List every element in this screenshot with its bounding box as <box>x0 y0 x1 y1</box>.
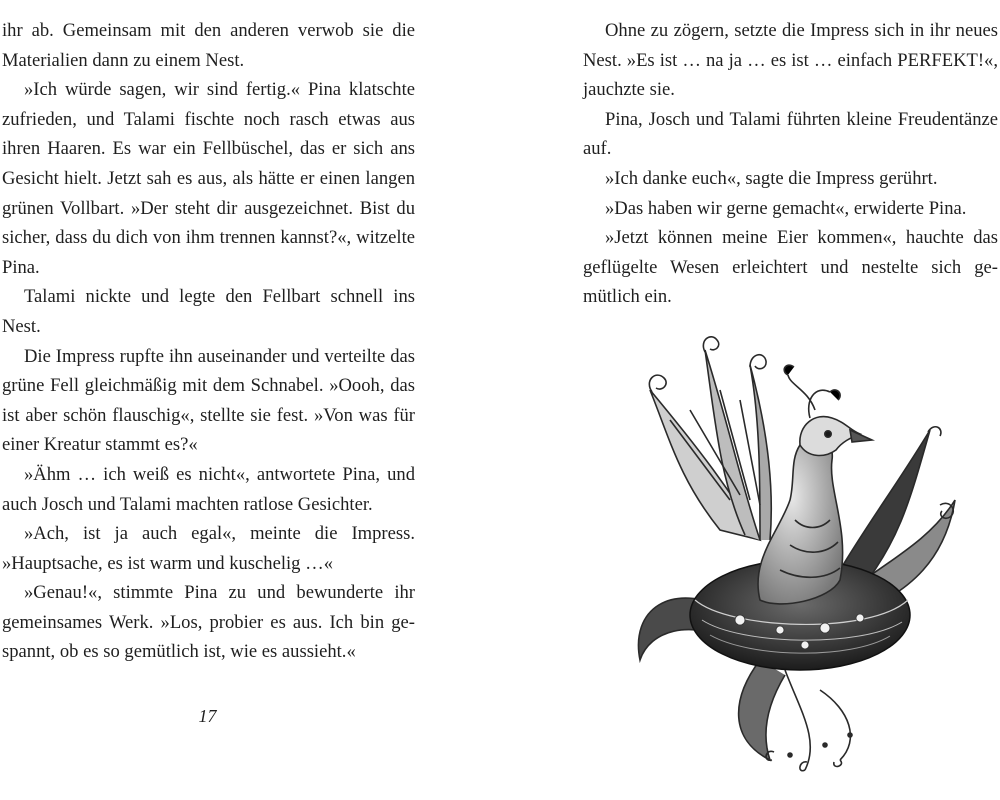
paragraph: Die Impress rupfte ihn auseinander und verteilte das grüne Fell gleichmäßig mit dem Schnabel. »Oooh, das ist aber schön flauschig«, stellte sie fest. »Von was für einer Kreatur stammt es?« <box>2 345 415 456</box>
page-number: 17 <box>198 706 217 726</box>
paragraph: Talami nickte und legte den Fellbart schnell ins Nest. <box>2 286 415 337</box>
paragraph: »Ich danke euch«, sagte die Impress gerührt. <box>605 167 938 189</box>
paragraph: »Das haben wir gerne gemacht«, erwiderte Pina. <box>605 197 967 219</box>
paragraph: ihr ab. Gemeinsam mit den anderen verwob sie die Materialien dann zu einem Nest. <box>2 20 415 71</box>
paragraph: »Ähm … ich weiß es nicht«, antwortete Pina, und auch Josch und Talami machten ratlose Gesichter. <box>2 463 415 515</box>
paragraph: »Ach, ist ja auch egal«, meinte die Impress. »Hauptsache, es ist warm und kuschelig …« <box>2 523 415 574</box>
paragraph: Ohne zu zögern, setzte die Impress sich in ihr neues Nest. »Es ist … na ja … es ist … einfach PERFEKT!«, jauchzte sie. <box>583 20 998 101</box>
paragraph: »Jetzt können meine Eier kommen«, hauchte das geflügelte Wesen erleichtert und nestelte sich gemütlich ein. <box>583 227 998 308</box>
right-page-text <box>583 16 998 312</box>
left-page-text <box>2 16 415 667</box>
phoenix-nest-illustration <box>610 330 980 780</box>
paragraph: »Ich würde sagen, wir sind fertig.« Pina klatschte zufrieden, und Talami fischte noch rasch etwas aus ihren Haaren. Es war ein Fellbüschel, das er sich ans Gesicht hielt. Jetzt sah es aus, als hätte er einen langen grünen Vollbart. »Der steht dir ausgezeichnet. Bist du sicher, dass du dich von ihm trennen kannst?«, witzelte Pina. <box>2 79 415 278</box>
left-page <box>0 0 415 800</box>
paragraph: »Genau!«, stimmte Pina zu und bewunderte ihr gemeinsames Werk. »Los, probier es aus. Ich bin gespannt, ob es so gemütlich ist, wie es aussieht.« <box>2 582 415 663</box>
left-wing <box>649 337 771 540</box>
phoenix-illustration-svg <box>610 330 980 780</box>
paragraph: Pina, Josch und Talami führten kleine Freudentänze auf. <box>583 108 998 160</box>
bird-head <box>784 365 872 455</box>
